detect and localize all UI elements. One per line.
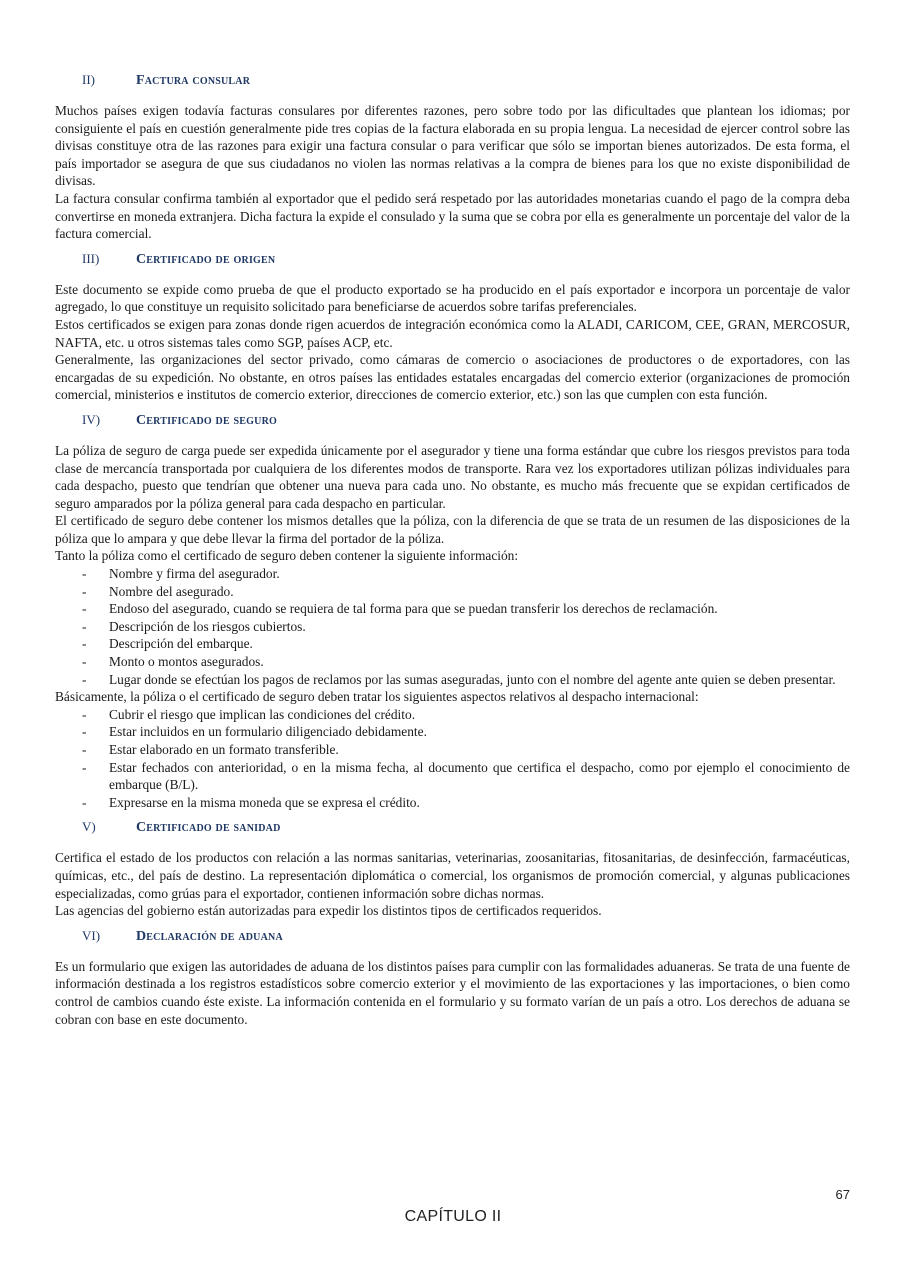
dash-bullet-icon: - (82, 724, 87, 740)
paragraph: La factura consular confirma también al exportador que el pedido será respetado por las autoridades monetarias cuando el pago de la compra deba convertirse en moneda extranjera. Dicha factura la expide el consulado y la suma que se cobra por ella es generalmente un porcentaje del valor de la factura comercial. (55, 190, 850, 242)
dash-bullet-icon: - (82, 583, 87, 599)
list-item (55, 653, 850, 671)
dash-bullet-icon: - (82, 759, 87, 775)
list-item-text: Cubrir el riesgo que implican las condiciones del crédito. (109, 706, 416, 722)
section-heading (55, 928, 850, 950)
section-number: IV) (82, 411, 101, 427)
list-item-text: Estar fechados con anterioridad, o en la misma fecha, al documento que certifica el despacho, como por ejemplo el conocimiento de embarque (B/L). (109, 759, 850, 793)
list-item-text: Monto o montos asegurados. (109, 654, 264, 670)
section (55, 251, 850, 404)
section-heading (55, 819, 850, 841)
paragraph: Este documento se expide como prueba de que el producto exportado se ha producido en el país exportador e incorpora un porcentaje de valor agregado, lo que constituye un requisito solicitado para beneficiarse de acuerdos sobre tarifas preferenciales. (55, 281, 850, 315)
page-number: 67 (835, 1187, 850, 1202)
paragraph: Tanto la póliza como el certificado de seguro deben contener la siguiente información: (55, 548, 519, 564)
document-content (55, 72, 850, 1036)
dash-bullet-icon: - (82, 601, 87, 617)
list-item-text: Endoso del asegurado, cuando se requiera de tal forma para que se puedan transferir los derechos de reclamación. (109, 601, 718, 617)
paragraph: Certifica el estado de los productos con relación a las normas sanitarias, veterinarias, zoosanitarias, fitosanitarias, de desinfección, farmacéuticas, químicas, etc., del país de destino. La representación diplomática o comercial, los organismos de promoción comercial, y algunas publicaciones especializadas, como grúas para el exportador, contienen información sobre dichas normas. (55, 850, 850, 901)
list-item (55, 759, 850, 794)
section-body (55, 958, 850, 1028)
list-item (55, 741, 850, 759)
section-heading (55, 412, 850, 434)
list-item-text: Expresarse en la misma moneda que se expresa el crédito. (109, 794, 420, 810)
list-item (55, 706, 850, 724)
list-item (55, 583, 850, 601)
list-item-text: Estar incluidos en un formulario diligenciado debidamente. (109, 724, 427, 740)
section-title: Certificado de seguro (136, 412, 277, 428)
list-item (55, 671, 850, 689)
paragraph: Muchos países exigen todavía facturas consulares por diferentes razones, pero sobre todo por las dificultades que plantean los idiomas; por consiguiente el país en cuestión generalmente pide tres copias de la factura elaborada en su propia lengua. La necesidad de ejercer control sobre las divisas constituye otra de las razones para exigir una factura consular o para verificar que sólo se importan bienes autorizados. De esta forma, el país importador se asegura de que sus ciudadanos no violen las normas relativas a la compra de bienes para los que no existe disponibilidad de divisas. (55, 103, 850, 189)
paragraph: Básicamente, la póliza o el certificado de seguro deben tratar los siguientes aspectos relativos al despacho internacional: (55, 689, 699, 705)
list-item-text: Estar elaborado en un formato transferible. (109, 742, 339, 757)
section-title: Declaración de aduana (136, 928, 283, 944)
bullet-list (55, 706, 850, 812)
section-number: II) (82, 72, 95, 87)
list-item (55, 635, 850, 653)
list-item-text: Descripción del embarque. (109, 636, 253, 652)
section (55, 72, 850, 243)
section (55, 928, 850, 1028)
list-item (55, 600, 850, 618)
section-number: III) (82, 250, 100, 266)
chapter-footer: CAPÍTULO II (404, 1208, 502, 1225)
paragraph: Estos certificados se exigen para zonas donde rigen acuerdos de integración económica como la ALADI, CARICOM, CEE, GRAN, MERCOSUR, NAFTA, etc. u otros sistemas tales como SGP, países ACP, etc. (55, 316, 850, 350)
bullet-list (55, 565, 850, 688)
dash-bullet-icon: - (82, 566, 87, 582)
dash-bullet-icon: - (82, 618, 87, 634)
section-title: Factura consular (136, 73, 251, 88)
section (55, 412, 850, 811)
dash-bullet-icon: - (82, 742, 87, 757)
section-number: V) (82, 819, 96, 835)
paragraph: El certificado de seguro debe contener los mismos detalles que la póliza, con la diferencia de que se trata de un resumen de las disposiciones de la póliza que lo ampara y que debe llevar la firma del portador de la póliza. (55, 513, 850, 546)
dash-bullet-icon: - (82, 706, 87, 722)
dash-bullet-icon: - (82, 636, 87, 652)
paragraph: Las agencias del gobierno están autorizadas para expedir los distintos tipos de certificados requeridos. (55, 903, 602, 919)
section-body (55, 281, 850, 404)
section-title: Certificado de origen (136, 251, 276, 267)
list-item-text: Nombre del asegurado. (109, 583, 234, 599)
section-number: VI) (82, 927, 101, 943)
list-item-text: Lugar donde se efectúan los pagos de reclamos por las sumas aseguradas, junto con el nombre del agente ante quien se deben presentar. (109, 671, 836, 687)
list-item (55, 565, 850, 583)
list-item (55, 723, 850, 741)
section-body (55, 102, 850, 243)
dash-bullet-icon: - (82, 794, 87, 810)
paragraph: La póliza de seguro de carga puede ser expedida únicamente por el asegurador y tiene una forma estándar que cubre los riesgos previstos para toda clase de mercancía transportada por cualquiera de los diferentes modos de transporte. Rara vez los exportadores utilizan pólizas individuales para cada despacho, puesto que tendrían que obtener una nueva para cada uno. No obstante, es mucho más frecuente que se expidan certificados de seguro amparados por la póliza general para cada despacho en particular. (55, 442, 850, 511)
section-heading (55, 251, 850, 273)
section-body (55, 442, 850, 811)
dash-bullet-icon: - (82, 671, 87, 687)
section-title: Certificado de sanidad (136, 820, 281, 836)
paragraph: Generalmente, las organizaciones del sector privado, como cámaras de comercio o asociaciones de productores o de exportadores, con las encargadas de su expedición. No obstante, en otros países las entidades estatales encargadas del comercio exterior (organizaciones de promoción comercial, ministerios e institutos de comercio exterior, direcciones de comercio exterior, etc.) son las que cumplen con esta función. (55, 352, 850, 403)
list-item (55, 794, 850, 812)
section-heading (55, 72, 850, 94)
list-item (55, 618, 850, 636)
paragraph: Es un formulario que exigen las autoridades de aduana de los distintos países para cumplir con las formalidades aduaneras. Se trata de una fuente de información destinada a los registros estadísticos sobre comercio exterior y el movimiento de las exportaciones y las importaciones, o bien como control de cambios cuando éste existe. La información contenida en el formulario y su formato varían de un país a otro. Los derechos de aduana se cobran con base en este documento. (55, 958, 850, 1027)
section-body (55, 849, 850, 919)
list-item-text: Nombre y firma del asegurador. (109, 566, 280, 582)
dash-bullet-icon: - (82, 654, 87, 670)
section (55, 819, 850, 919)
list-item-text: Descripción de los riesgos cubiertos. (109, 618, 306, 634)
